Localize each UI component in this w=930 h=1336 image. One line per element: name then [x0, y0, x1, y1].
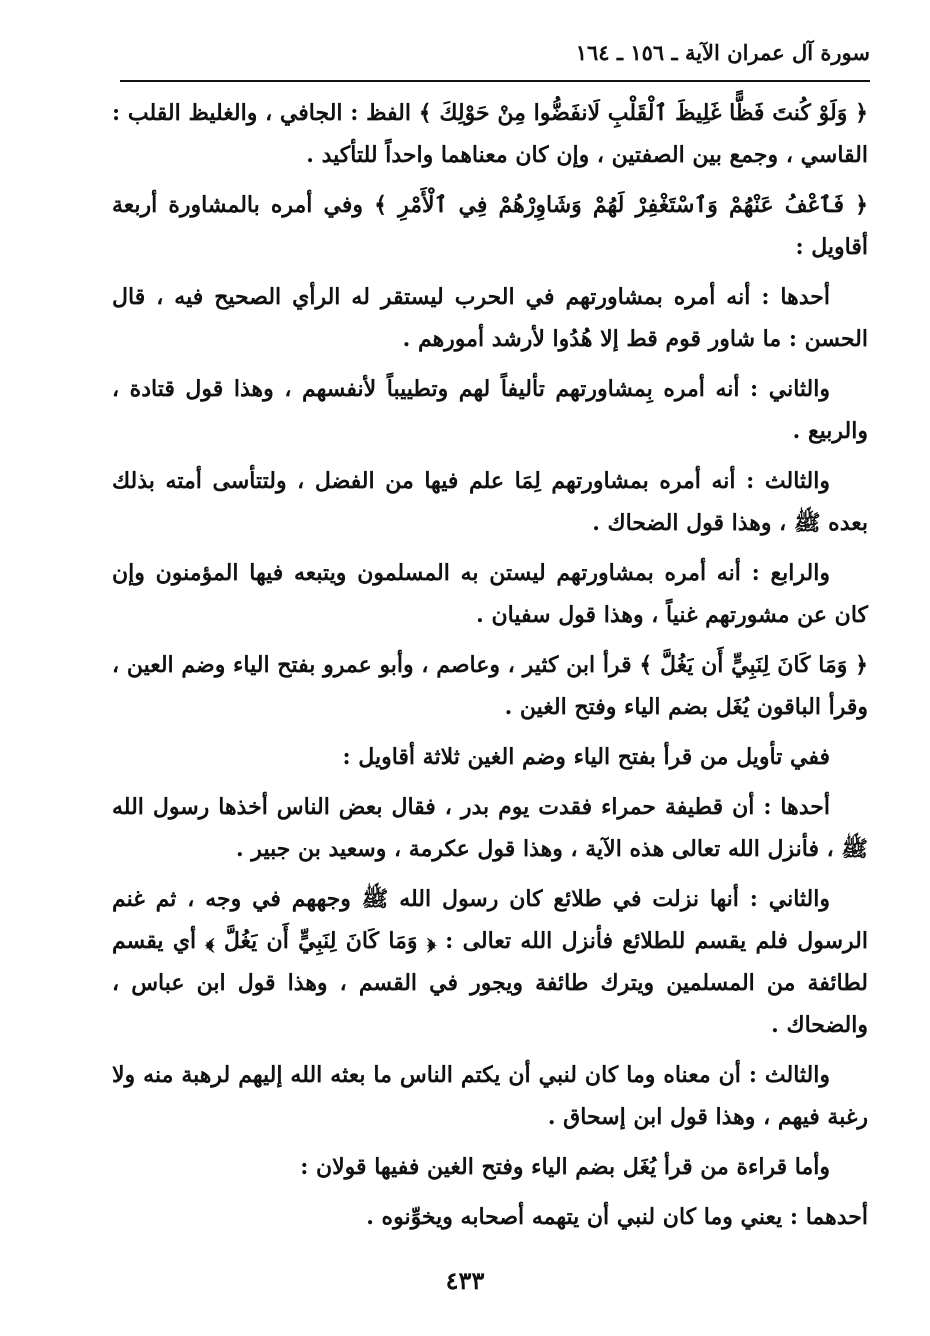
paragraph-4: والثاني : أنه أمره بِمشاورتهم تأليفاً لهم وتطييباً لأنفسهم ، وهذا قول قتادة ، والربيع . [112, 376, 868, 444]
paragraph-7 [112, 644, 868, 728]
paragraph-1 [112, 92, 868, 176]
paragraph-3: أحدها : أنه أمره بمشاورتهم في الحرب ليستقر له الرأي الصحيح فيه ، قال الحسن : ما شاور قوم قط إلا هُدُوا لأرشد أمورهم . [112, 284, 868, 352]
quran-verse-1: ﴿ وَلَوْ كُنتَ فَظًّا غَلِيظَ ٱلْقَلْبِ لَانفَضُّوا مِنْ حَوْلِكَ ﴾ [418, 100, 869, 126]
paragraph-9: أحدها : أن قطيفة حمراء فقدت يوم بدر ، فقال بعض الناس أخذها رسول الله ﷺ ، فأنزل الله تعالى هذه الآية ، وهذا قول عكرمة ، وسعيد بن جبير . [112, 794, 868, 862]
paragraph-10-text-a: والثاني : أنها نزلت في طلائع كان رسول الله ﷺ وجههم في وجه ، ثم غنم الرسول فلم يقسم للطلائع فأنزل الله تعالى : [112, 886, 868, 954]
quran-verse-3: ﴿ وَمَا كَانَ لِنَبِيٍّ أَن يَغُلَّ ﴾ [639, 652, 868, 678]
header-rule [120, 80, 870, 82]
paragraph-12: وأما قراءة من قرأ يُغَل بضم الياء وفتح الغين ففيها قولان : [300, 1154, 830, 1180]
paragraph-10-text-b: أي يقسم لطائفة من المسلمين ويترك طائفة ويجور في القسم ، وهذا قول ابن عباس ، والضحاك . [112, 928, 868, 1038]
quran-verse-2: ﴿ فَٱعْفُ عَنْهُمْ وَٱسْتَغْفِرْ لَهُمْ وَشَاوِرْهُمْ فِي ٱلْأَمْرِ ﴾ [374, 192, 868, 218]
paragraph-2 [112, 184, 868, 268]
running-header: سورة آل عمران الآية ـ ١٥٦ ـ ١٦٤ [575, 40, 870, 65]
paragraph-1-text: الفظ : الجافي ، والغليظ القلب : القاسي ، وجمع بين الصفتين ، وإن كان معناهما واحداً للتأكيد . [112, 100, 868, 168]
quran-verse-4: ﴿ وَمَا كَانَ لِنَبِيٍّ أَن يَغُلَّ ﴾ [205, 928, 436, 954]
paragraph-8: ففي تأويل من قرأ بفتح الياء وضم الغين ثلاثة أقاويل : [342, 744, 830, 770]
paragraph-2-text: وفي أمره بالمشاورة أربعة أقاويل : [112, 192, 868, 260]
paragraph-13: أحدهما : يعني وما كان لنبي أن يتهمه أصحابه ويخوِّنوه . [366, 1204, 868, 1230]
paragraph-5: والثالث : أنه أمره بمشاورتهم لِمَا علم فيها من الفضل ، ولتتأسى أمته بذلك بعده ﷺ ، وهذا قول الضحاك . [112, 468, 868, 536]
page-number: ٤٣٣ [445, 1266, 485, 1295]
paragraph-11: والثالث : أن معناه وما كان لنبي أن يكتم الناس ما بعثه الله إليهم لرهبة منه ولا رغبة فيهم ، وهذا قول ابن إسحاق . [112, 1062, 868, 1130]
paragraph-7-text: قرأ ابن كثير ، وعاصم ، وأبو عمرو بفتح الياء وضم العين ، وقرأ الباقون يُغَل بضم الياء وفتح الغين . [112, 652, 868, 720]
paragraph-6: والرابع : أنه أمره بمشاورتهم ليستن به المسلمون ويتبعه فيها المؤمنون وإن كان عن مشورتهم غنياً ، وهذا قول سفيان . [112, 560, 868, 628]
page-body [112, 92, 868, 1246]
paragraph-10 [112, 878, 868, 1046]
